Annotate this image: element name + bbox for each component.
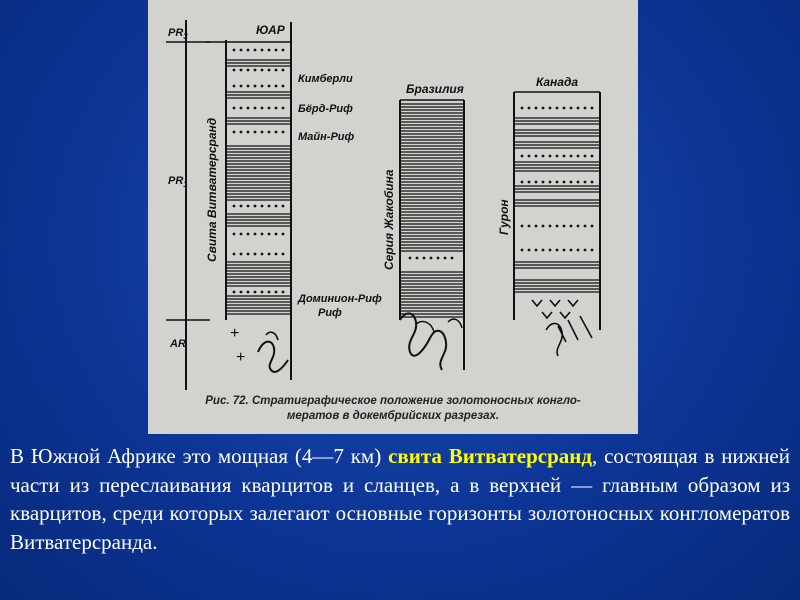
conglomerate-dot	[282, 85, 285, 88]
conglomerate-dot	[275, 205, 278, 208]
col2-contact-2	[416, 322, 434, 332]
conglomerate-dot	[542, 107, 545, 110]
conglomerate-dot	[254, 49, 257, 52]
col1-stripes	[226, 60, 291, 314]
conglomerate-dot	[570, 181, 573, 184]
conglomerate-dot	[233, 233, 236, 236]
conglomerate-dot	[570, 155, 573, 158]
conglomerate-dot	[444, 257, 447, 260]
conglomerate-dot	[275, 253, 278, 256]
col3-stripes	[514, 118, 600, 292]
conglomerate-dot	[268, 49, 271, 52]
conglomerate-dot	[282, 253, 285, 256]
plus-sign-2: +	[236, 349, 246, 366]
conglomerate-dot	[254, 233, 257, 236]
conglomerate-dot	[282, 131, 285, 134]
conglomerate-dot	[416, 257, 419, 260]
conglomerate-dot	[254, 131, 257, 134]
conglomerate-dot	[563, 155, 566, 158]
conglomerate-dot	[591, 225, 594, 228]
conglomerate-dot	[535, 181, 538, 184]
conglomerate-dot	[261, 107, 264, 110]
conglomerate-dot	[233, 291, 236, 294]
conglomerate-dot	[275, 49, 278, 52]
conglomerate-dot	[542, 155, 545, 158]
col3-volcanic-marks	[532, 300, 578, 318]
conglomerate-dot	[528, 181, 531, 184]
conglomerate-dot	[282, 69, 285, 72]
conglomerate-dot	[233, 131, 236, 134]
conglomerate-dot	[233, 205, 236, 208]
conglomerate-dot	[247, 233, 250, 236]
conglomerate-dot	[254, 85, 257, 88]
conglomerate-dot	[240, 131, 243, 134]
conglomerate-dot	[247, 205, 250, 208]
body-text-highlight: свита Витватерсранд	[388, 444, 593, 468]
conglomerate-dot	[542, 249, 545, 252]
conglomerate-dot	[535, 107, 538, 110]
column-south-africa	[205, 22, 382, 382]
conglomerate-dot	[528, 249, 531, 252]
col3-dots	[521, 107, 594, 252]
conglomerate-dot	[261, 49, 264, 52]
conglomerate-dot	[275, 233, 278, 236]
conglomerate-dot	[591, 107, 594, 110]
conglomerate-dot	[570, 107, 573, 110]
conglomerate-dot	[549, 107, 552, 110]
conglomerate-dot	[577, 155, 580, 158]
conglomerate-dot	[584, 181, 587, 184]
conglomerate-dot	[261, 205, 264, 208]
conglomerate-dot	[240, 85, 243, 88]
conglomerate-dot	[240, 205, 243, 208]
col3-title: Канада	[536, 75, 579, 89]
conglomerate-dot	[584, 107, 587, 110]
conglomerate-dot	[261, 253, 264, 256]
col2-title: Бразилия	[406, 82, 464, 96]
conglomerate-dot	[247, 49, 250, 52]
conglomerate-dot	[254, 107, 257, 110]
conglomerate-dot	[549, 155, 552, 158]
conglomerate-dot	[282, 205, 285, 208]
conglomerate-dot	[261, 131, 264, 134]
conglomerate-dot	[275, 85, 278, 88]
conglomerate-dot	[247, 253, 250, 256]
conglomerate-dot	[233, 253, 236, 256]
body-text-before: В Южной Африке это мощная (4—7 км)	[10, 444, 389, 468]
conglomerate-dot	[282, 49, 285, 52]
conglomerate-dot	[247, 131, 250, 134]
conglomerate-dot	[549, 181, 552, 184]
conglomerate-dot	[240, 69, 243, 72]
conglomerate-dot	[556, 249, 559, 252]
conglomerate-dot	[423, 257, 426, 260]
conglomerate-dot	[233, 49, 236, 52]
conglomerate-dot	[240, 253, 243, 256]
col1-contact-2	[266, 332, 278, 340]
conglomerate-dot	[282, 233, 285, 236]
conglomerate-dot	[556, 225, 559, 228]
col1-formation: Свита Витватерсранд	[205, 117, 219, 262]
conglomerate-dot	[542, 181, 545, 184]
conglomerate-dot	[268, 131, 271, 134]
conglomerate-dot	[563, 225, 566, 228]
conglomerate-dot	[584, 155, 587, 158]
body-text-after: , состоящая в нижней части из переслаивания кварцитов и сланцев, а в верхней — главным образом из кварцитов, среди которых залегают основные горизонты золотоносных конгломератов Витватерсранда.	[10, 444, 790, 554]
caption-line-2: мератов в докембрийских разрезах.	[286, 410, 500, 422]
scale-label-pr1: $PR_1$	[168, 175, 188, 189]
conglomerate-dot	[563, 107, 566, 110]
reef-label-kimberley: Кимберли	[298, 73, 353, 85]
conglomerate-dot	[268, 291, 271, 294]
conglomerate-dot	[275, 107, 278, 110]
col1-contact	[258, 342, 288, 372]
conglomerate-dot	[233, 69, 236, 72]
conglomerate-dot	[556, 107, 559, 110]
conglomerate-dot	[261, 291, 264, 294]
conglomerate-dot	[591, 249, 594, 252]
conglomerate-dot	[528, 155, 531, 158]
conglomerate-dot	[549, 249, 552, 252]
conglomerate-dot	[451, 257, 454, 260]
conglomerate-dot	[521, 249, 524, 252]
conglomerate-dot	[591, 155, 594, 158]
conglomerate-dot	[282, 107, 285, 110]
conglomerate-dot	[275, 69, 278, 72]
caption-object	[148, 394, 638, 434]
conglomerate-dot	[570, 225, 573, 228]
scale-label-pr3: $PR_3$	[168, 27, 188, 41]
conglomerate-dot	[591, 181, 594, 184]
scale-label-ar: AR	[170, 338, 186, 350]
col3-formation: Гурон	[497, 199, 511, 235]
col1-dots	[233, 49, 285, 294]
conglomerate-dot	[535, 249, 538, 252]
conglomerate-dot	[556, 181, 559, 184]
reef-label-dominion: Доминион-Риф	[298, 293, 382, 305]
caption-figure-number: Рис. 72.	[205, 395, 249, 407]
conglomerate-dot	[268, 233, 271, 236]
conglomerate-dot	[584, 249, 587, 252]
sub3: 3	[183, 32, 188, 41]
conglomerate-dot	[254, 205, 257, 208]
conglomerate-dot	[233, 85, 236, 88]
conglomerate-dot	[577, 249, 580, 252]
conglomerate-dot	[240, 291, 243, 294]
col1-title: ЮАР	[256, 23, 285, 37]
column-canada	[497, 75, 600, 356]
conglomerate-dot	[247, 291, 250, 294]
conglomerate-dot	[268, 69, 271, 72]
body-paragraph	[10, 442, 790, 556]
conglomerate-dot	[535, 155, 538, 158]
stratigraphy-figure	[148, 0, 638, 434]
conglomerate-dot	[577, 181, 580, 184]
col2-dots	[409, 257, 454, 260]
conglomerate-dot	[233, 107, 236, 110]
conglomerate-dot	[584, 225, 587, 228]
conglomerate-dot	[521, 155, 524, 158]
stratigraphy-diagram	[148, 0, 638, 434]
conglomerate-dot	[521, 225, 524, 228]
column-brazil	[382, 82, 464, 370]
conglomerate-dot	[240, 49, 243, 52]
reef-label-bird: Бёрд-Риф	[298, 103, 353, 115]
plus-sign-1: +	[230, 325, 240, 342]
conglomerate-dot	[261, 85, 264, 88]
col3-contact	[546, 316, 592, 356]
conglomerate-dot	[577, 107, 580, 110]
conglomerate-dot	[563, 181, 566, 184]
conglomerate-dot	[268, 85, 271, 88]
conglomerate-dot	[261, 69, 264, 72]
conglomerate-dot	[570, 249, 573, 252]
figure-caption	[148, 394, 638, 424]
conglomerate-dot	[542, 225, 545, 228]
conglomerate-dot	[240, 107, 243, 110]
conglomerate-dot	[254, 69, 257, 72]
conglomerate-dot	[268, 253, 271, 256]
conglomerate-dot	[521, 181, 524, 184]
conglomerate-dot	[577, 225, 580, 228]
conglomerate-dot	[275, 131, 278, 134]
reef-label-main: Майн-Риф	[298, 131, 355, 143]
caption-line-1: Стратиграфическое положение золотоносных конгло-	[251, 395, 581, 407]
conglomerate-dot	[521, 107, 524, 110]
conglomerate-dot	[430, 257, 433, 260]
conglomerate-dot	[549, 225, 552, 228]
conglomerate-dot	[437, 257, 440, 260]
reef-label-dominion-2: Риф	[318, 307, 342, 319]
conglomerate-dot	[535, 225, 538, 228]
conglomerate-dot	[275, 291, 278, 294]
conglomerate-dot	[247, 107, 250, 110]
col2-contact-3	[448, 319, 462, 328]
col2-stripes	[400, 104, 464, 317]
conglomerate-dot	[247, 69, 250, 72]
conglomerate-dot	[282, 291, 285, 294]
conglomerate-dot	[261, 233, 264, 236]
conglomerate-dot	[528, 225, 531, 228]
conglomerate-dot	[254, 253, 257, 256]
conglomerate-dot	[563, 249, 566, 252]
conglomerate-dot	[247, 85, 250, 88]
col2-formation: Серия Жакобина	[382, 169, 396, 270]
conglomerate-dot	[254, 291, 257, 294]
conglomerate-dot	[268, 107, 271, 110]
conglomerate-dot	[556, 155, 559, 158]
conglomerate-dot	[528, 107, 531, 110]
conglomerate-dot	[409, 257, 412, 260]
conglomerate-dot	[240, 233, 243, 236]
conglomerate-dot	[268, 205, 271, 208]
